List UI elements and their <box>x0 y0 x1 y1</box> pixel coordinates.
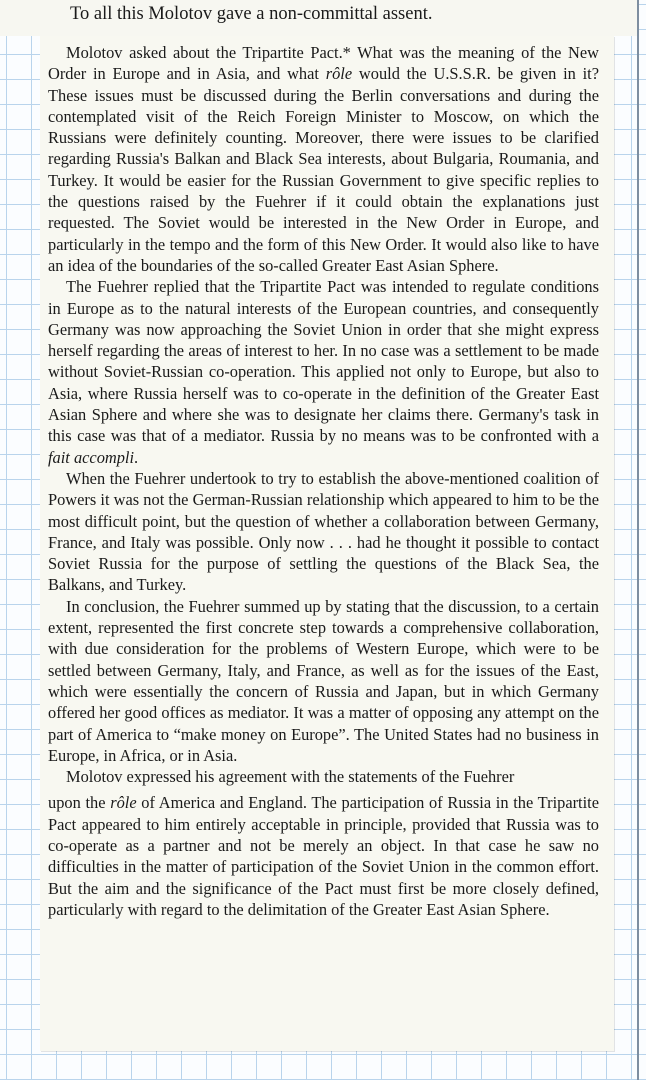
paragraph-text: The Fuehrer replied that the Tripartite Pact was intended to regulate conditions in Europe as to the natural interests of the European countries, and consequently Germany was now approaching the Soviet Union in order that she might express herself regarding the areas of interest to her. In no case was a settlement to be made without Soviet-Russian co-operation. This applied not only to Europe, but also to Asia, where Russia herself was to co-operate in the definition of the Greater East Asian Sphere and where she was to designate her claims there. Germany's task in this case was that of a mediator. Russia by no means was to be confronted with a <box>48 277 599 446</box>
paragraph-text: . <box>134 447 139 467</box>
paragraph-fuehrer-reply <box>48 276 599 468</box>
italic-term: fait accompli <box>48 447 135 467</box>
pasted-page-clipping <box>40 36 614 1051</box>
paragraph-text: upon the <box>48 793 111 813</box>
paragraph-conclusion: In conclusion, the Fuehrer summed up by stating that the discussion, to a certain extent, represented the first concrete step towards a comprehensive collaboration, with due consideration for the problems of Western Europe, which were to be settled between Germany, Italy, and France, as well as for the issues of the East, which were essentially the concern of Russia and Japan, but in which Germany offered her good offices as mediator. It was a matter of opposing any attempt on the part of America to “make money on Europe”. The United States had no business in Europe, in Africa, or in Asia. <box>48 596 599 765</box>
paragraph-text: of America and England. The participation of Russia in the Tripartite Pact appeared to him entirely acceptable in principle, provided that Russia was to co-operate as a partner and not be merely an object. In that case he saw no difficulties in the matter of participation of the Soviet Union in the common effort. But the aim and the significance of the Pact must first be more closely defined, particularly with regard to the delimitation of the Greater East Asian Sphere. <box>48 793 599 919</box>
page-body-text <box>48 42 599 920</box>
italic-term: rôle <box>325 64 353 84</box>
italic-term: rôle <box>110 793 137 813</box>
paragraph-text: would the U.S.S.R. be given in it? These issues must be discussed during the Berlin conversations and during the contemplated visit of the Reich Foreign Minister to Moscow, on which the Russians were definitely counting. Moreover, there were issues to be clarified regarding Russia's Balkan and Black Sea interests, about Bulgaria, Roumania, and Turkey. It would be easier for the Russian Government to give specific replies to the questions raised by the Fuehrer if it could obtain the explanations just requested. The Soviet would be interested in the New Order in Europe, and particularly in the tempo and the form of this New Order. It would also like to have an idea of the boundaries of the so-called Greater East Asian Sphere. <box>48 64 600 275</box>
paragraph-continuation <box>48 792 599 920</box>
notebook-margin-line <box>637 0 639 1080</box>
paragraph-coalition: When the Fuehrer undertook to try to establish the above-mentioned coalition of Powers it was not the German-Russian relationship which appeared to him to be the most difficult point, but the question of whether a collaboration between Germany, France, and Italy was possible. Only now . . . had he thought it possible to contact Soviet Russia for the purpose of settling the questions of the Black Sea, the Balkans, and Turkey. <box>48 468 599 595</box>
paragraph-molotov-agreement: Molotov expressed his agreement with the statements of the Fuehrer <box>66 767 515 787</box>
paragraph-tripartite-question <box>48 42 599 276</box>
page-heading: To all this Molotov gave a non-committal assent. <box>70 4 433 24</box>
paragraph-text: Molotov asked about the Tripartite Pact.* What was the meaning of the New Order in Europe and in Asia, and what <box>48 43 599 84</box>
